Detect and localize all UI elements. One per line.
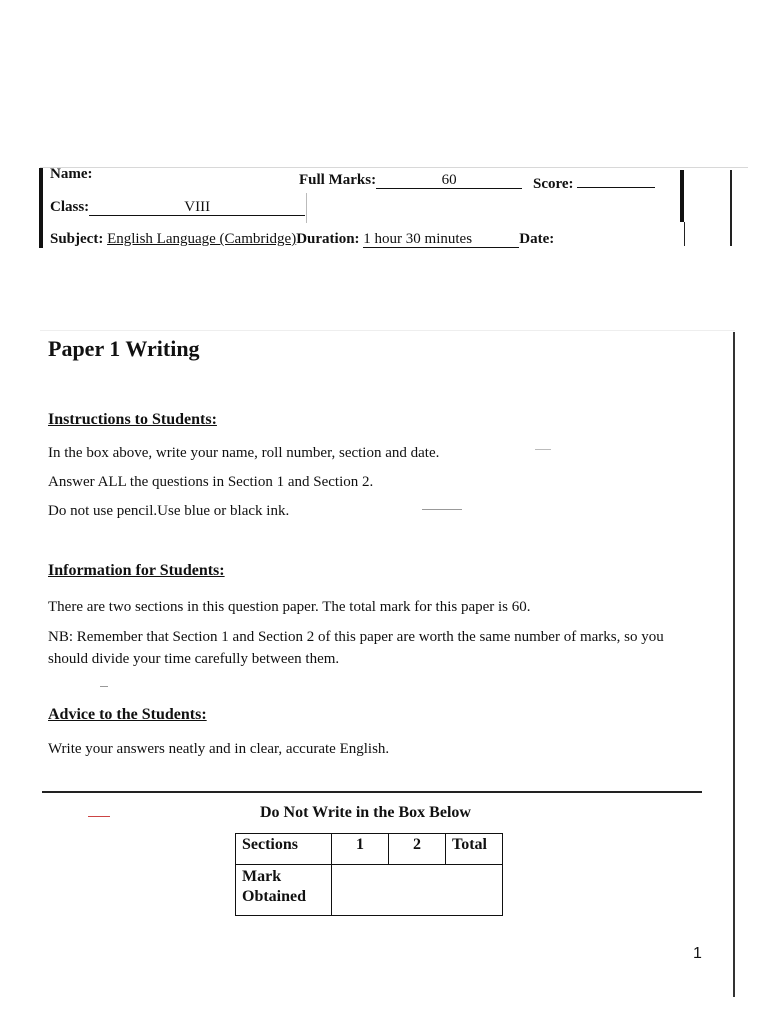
- marks-header-row: [236, 834, 503, 865]
- date-label: Date:: [519, 231, 555, 247]
- advice-line: Write your answers neatly and in clear, accurate English.: [48, 741, 390, 757]
- header-outer-right-border: [730, 170, 732, 246]
- duration-value: 1 hour 30 minutes: [363, 232, 519, 248]
- subject-field: [50, 231, 554, 248]
- score-label: Score:: [533, 176, 574, 192]
- subject-label: Subject:: [50, 231, 104, 247]
- duration-label: Duration:: [296, 231, 360, 247]
- instruction-line: Answer ALL the questions in Section 1 and Section 2.: [48, 474, 374, 490]
- score-blank: [577, 172, 655, 188]
- ink-speck: [88, 816, 110, 817]
- section-2-header: 2: [389, 834, 446, 865]
- information-line: NB: Remember that Section 1 and Section 2 of this paper are worth the same number of marks, so you should divide your time carefully between them.: [48, 629, 664, 667]
- right-margin-rule: [733, 332, 735, 997]
- header-top-border: [40, 167, 748, 168]
- sections-header: Sections: [236, 834, 332, 865]
- class-value: VIII: [89, 200, 305, 216]
- marks-obtained-row: [236, 865, 503, 916]
- full-marks-label: Full Marks:: [299, 172, 377, 188]
- class-field: [50, 199, 305, 216]
- mark-obtained-cell: [332, 865, 503, 916]
- full-marks-value: 60: [376, 173, 522, 189]
- page-number: 1: [693, 945, 702, 962]
- instruction-line: In the box above, write your name, roll number, section and date.: [48, 445, 440, 461]
- marks-box-caption: Do Not Write in the Box Below: [260, 804, 471, 821]
- scan-speck: [100, 686, 108, 687]
- score-field: [533, 172, 655, 193]
- paper-title: Paper 1 Writing: [48, 336, 200, 361]
- instruction-line: Do not use pencil.Use blue or black ink.: [48, 503, 290, 519]
- section-1-header: 1: [332, 834, 389, 865]
- header-right-border: [680, 170, 684, 222]
- information-heading: Information for Students:: [48, 562, 225, 579]
- header-divider: [306, 193, 307, 223]
- class-label: Class:: [50, 199, 90, 215]
- marks-table: [235, 833, 503, 916]
- information-line: There are two sections in this question paper. The total mark for this paper is 60.: [48, 599, 531, 615]
- mark-obtained-label: Mark Obtained: [236, 865, 332, 916]
- full-marks-field: [299, 172, 522, 189]
- advice-heading: Advice to the Students:: [48, 706, 207, 723]
- instructions-heading: Instructions to Students:: [48, 411, 217, 428]
- horizontal-rule: [42, 791, 702, 793]
- total-header: Total: [446, 834, 503, 865]
- subject-value: English Language (Cambridge): [107, 231, 297, 247]
- scan-speck: [535, 449, 551, 450]
- header-left-border: [39, 168, 43, 248]
- name-label: Name:: [50, 166, 93, 182]
- header-right-border-lower: [684, 222, 685, 246]
- scan-speck: [422, 509, 462, 510]
- page-section-border: [40, 330, 735, 331]
